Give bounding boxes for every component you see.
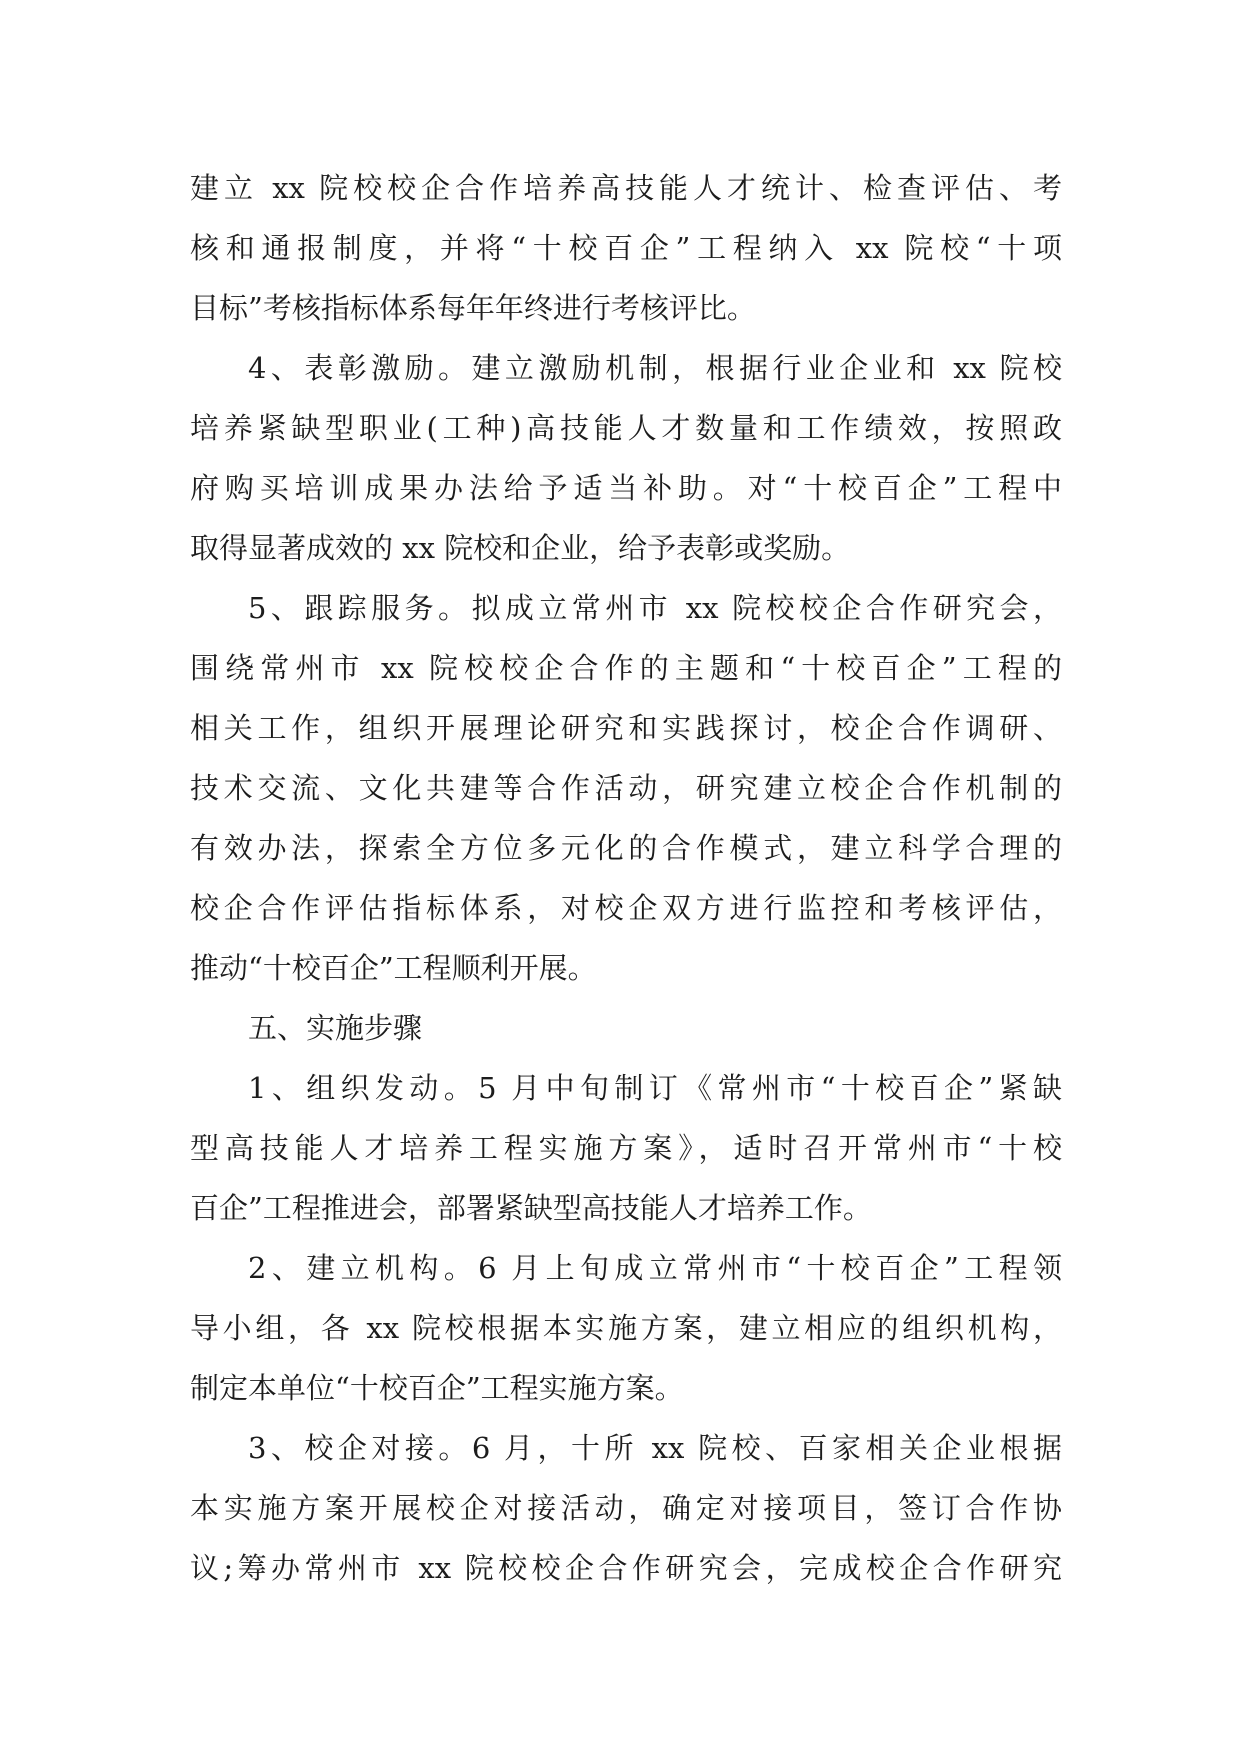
text-line: 有效办法，探索全方位多元化的合作模式，建立科学合理的 bbox=[190, 831, 1062, 865]
section-heading: 五、实施步骤 bbox=[248, 1011, 423, 1045]
text-line: 技术交流、文化共建等合作活动，研究建立校企合作机制的 bbox=[190, 771, 1062, 805]
text-line: 取得显著成效的 xx 院校和企业，给予表彰或奖励。 bbox=[190, 531, 851, 565]
text-line: 建立 xx 院校校企合作培养高技能人才统计、检查评估、考 bbox=[190, 171, 1062, 205]
text-line: 相关工作，组织开展理论研究和实践探讨，校企合作调研、 bbox=[190, 711, 1062, 745]
text-line: 1、组织发动。5 月中旬制订《常州市“十校百企”紧缺 bbox=[248, 1071, 1062, 1105]
text-line: 目标”考核指标体系每年年终进行考核评比。 bbox=[190, 291, 756, 325]
text-line: 型高技能人才培养工程实施方案》，适时召开常州市“十校 bbox=[190, 1131, 1062, 1165]
text-line: 3、校企对接。6 月，十所 xx 院校、百家相关企业根据 bbox=[248, 1431, 1062, 1465]
text-line: 5、跟踪服务。拟成立常州市 xx 院校校企合作研究会， bbox=[248, 591, 1062, 625]
text-line: 推动“十校百企”工程顺利开展。 bbox=[190, 951, 597, 985]
text-line: 校企合作评估指标体系，对校企双方进行监控和考核评估， bbox=[190, 891, 1062, 925]
text-line: 培养紧缺型职业(工种)高技能人才数量和工作绩效，按照政 bbox=[190, 411, 1062, 445]
document-body bbox=[190, 158, 1062, 1598]
text-line: 本实施方案开展校企对接活动，确定对接项目，签订合作协 bbox=[190, 1491, 1062, 1525]
text-line: 围绕常州市 xx 院校校企合作的主题和“十校百企”工程的 bbox=[190, 651, 1062, 685]
text-line: 4、表彰激励。建立激励机制，根据行业企业和 xx 院校 bbox=[248, 351, 1062, 385]
text-line: 议;筹办常州市 xx 院校校企合作研究会，完成校企合作研究 bbox=[190, 1551, 1062, 1585]
text-line: 核和通报制度，并将“十校百企”工程纳入 xx 院校“十项 bbox=[190, 231, 1062, 265]
text-line: 2、建立机构。6 月上旬成立常州市“十校百企”工程领 bbox=[248, 1251, 1062, 1285]
text-line: 府购买培训成果办法给予适当补助。对“十校百企”工程中 bbox=[190, 471, 1062, 505]
text-line: 制定本单位“十校百企”工程实施方案。 bbox=[190, 1371, 684, 1405]
text-line: 百企”工程推进会，部署紧缺型高技能人才培养工作。 bbox=[190, 1191, 872, 1225]
text-line: 导小组，各 xx 院校根据本实施方案，建立相应的组织机构， bbox=[190, 1311, 1062, 1345]
